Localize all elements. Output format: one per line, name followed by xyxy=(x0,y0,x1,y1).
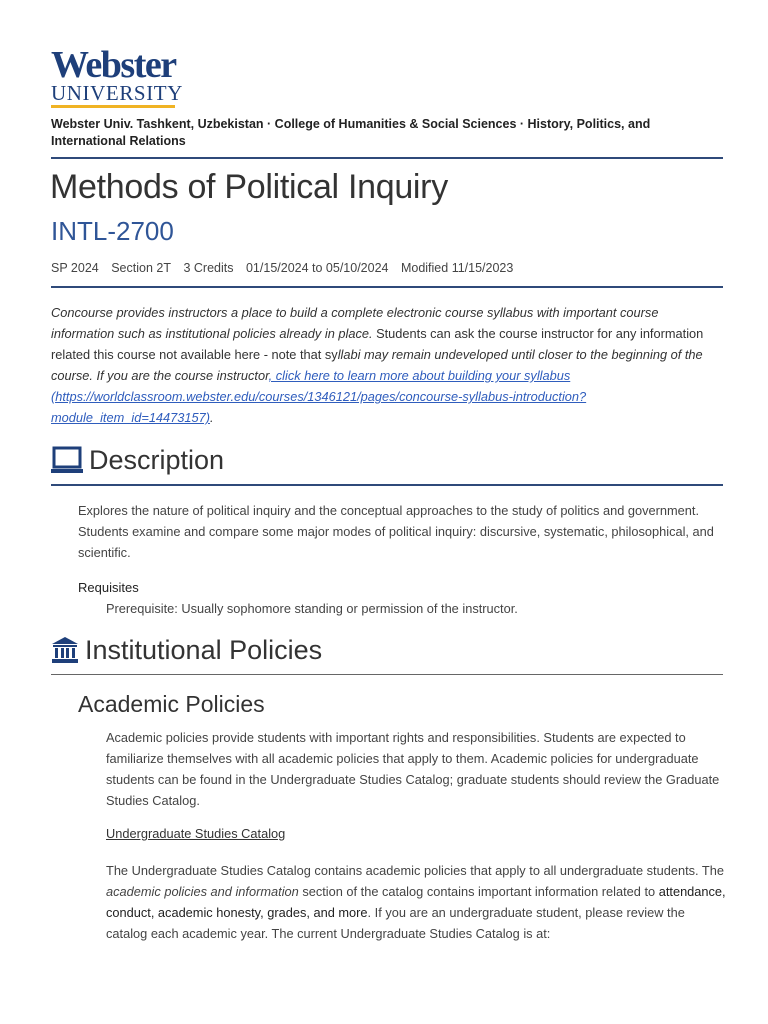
academic-policies-text: Academic policies provide students with important rights and responsibilities. Students are expected to familiarize themselves with all academic policies that apply to them. Academic policies for undergraduate students can be found in the Undergraduate Studies Catalog; graduate students should review the Graduate Studies Catalog. xyxy=(106,730,720,808)
description-heading-text: Description xyxy=(89,445,225,475)
meta-credits: 3 Credits xyxy=(183,261,234,275)
catalog-text-1: The Undergraduate Studies Catalog contains academic policies that apply to all undergraduate students. The xyxy=(106,863,724,878)
catalog-text-2: section of the catalog contains important information related to xyxy=(298,884,659,899)
intro-end: . xyxy=(210,410,214,425)
intro-part3: llabi may remain undeveloped until closer to the beginning of the course. If you are the course instructor xyxy=(51,347,703,383)
meta-section: Section 2T xyxy=(111,261,171,275)
webster-logo[interactable] xyxy=(51,46,191,108)
undergrad-catalog-link[interactable]: Undergraduate Studies Catalog xyxy=(106,826,286,841)
meta-divider xyxy=(51,286,723,288)
catalog-strong: attendance, conduct, academic honesty, grades, and more xyxy=(106,884,726,920)
academic-policies-heading: Academic Policies xyxy=(78,691,265,717)
course-title: Methods of Political Inquiry xyxy=(50,168,448,206)
catalog-paragraph xyxy=(106,860,726,944)
meta-modified: Modified 11/15/2023 xyxy=(400,261,514,275)
course-meta xyxy=(51,259,522,277)
description-heading xyxy=(51,443,224,477)
policies-heading-text: Institutional Policies xyxy=(85,635,323,665)
logo-subtitle: UNIVERSITY xyxy=(51,81,183,105)
catalog-text-3: . If you are an undergraduate student, please review the catalog each academic year. The current Undergraduate Studies Catalog is at: xyxy=(106,905,685,941)
catalog-emphasis: academic policies and information xyxy=(106,884,299,899)
laptop-icon xyxy=(51,446,83,474)
intro-part1: Concourse provides instructors a place to build a complete electronic course syllabus with important course information such as institutional policies already in place. xyxy=(51,305,659,341)
org-breadcrumb: Webster Univ. Tashkent, Uzbekistan · College of Humanities & Social Sciences · History, Politics, and International Relations xyxy=(51,117,651,148)
syllabus-help-link[interactable]: , click here to learn more about building your syllabus (https://worldclassroom.webster.edu/courses/1346121/pages/concourse-syllabus-introduction?module_item_id=14473157) xyxy=(51,368,587,425)
policies-divider xyxy=(51,674,723,675)
description-text: Explores the nature of political inquiry and the conceptual approaches to the study of politics and government. Students examine and compare some major modes of political inquiry: discursive, systematic, philosophical, and scientific. xyxy=(78,503,714,560)
institution-icon xyxy=(51,636,79,664)
policies-heading xyxy=(51,633,322,667)
logo-wordmark: Webster xyxy=(51,44,176,86)
logo-underline xyxy=(51,105,175,108)
course-code: INTL-2700 xyxy=(51,216,174,246)
intro-part2: Students can ask the course instructor for any information related this course not available here - note that sy xyxy=(51,326,704,362)
header-divider xyxy=(51,157,723,159)
intro-paragraph xyxy=(51,302,723,428)
requisites-text: Prerequisite: Usually sophomore standing or permission of the instructor. xyxy=(106,601,518,616)
description-divider xyxy=(51,484,723,486)
requisites-label: Requisites xyxy=(78,580,139,595)
meta-term: SP 2024 xyxy=(51,261,99,275)
meta-dates: 01/15/2024 to 05/10/2024 xyxy=(245,261,389,275)
